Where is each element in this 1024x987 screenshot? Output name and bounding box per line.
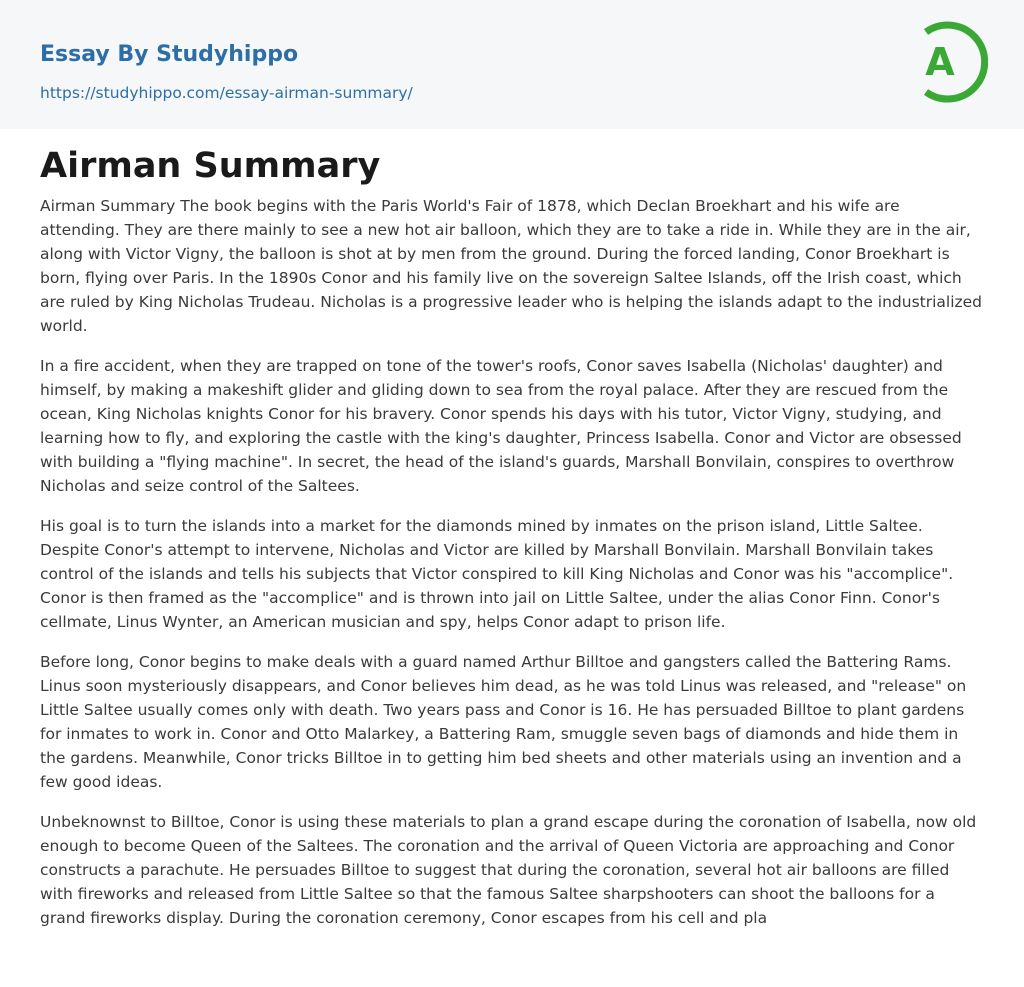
essay-body bbox=[40, 194, 984, 934]
essay-paragraph: Airman Summary The book begins with the Paris World's Fair of 1878, which Declan Broekhart and his wife are attending. They are there mainly to see a new hot air balloon, which they are to take a ride in. While they are in the air, along with Victor Vigny, the balloon is shot at by men from the ground. During the forced landing, Conor Broekhart is born, flying over Paris. In the 1890s Conor and his family live on the sovereign Saltee Islands, off the Irish coast, which are ruled by King Nicholas Trudeau. Nicholas is a progressive leader who is helping the islands adapt to the industrialized world. bbox=[40, 197, 983, 335]
essay-paragraph: His goal is to turn the islands into a market for the diamonds mined by inmates on the prison island, Little Saltee. Despite Conor's attempt to intervene, Nicholas and Victor are killed by Marshall Bonvilain. Marshall Bonvilain takes control of the islands and tells his subjects that Victor conspired to kill King Nicholas and Conor was his "accomplice". Conor is then framed as the "accomplice" and is thrown into jail on Little Saltee, under the alias Conor Finn. Conor's cellmate, Linus Wynter, an American musician and spy, helps Conor adapt to prison life. bbox=[40, 517, 954, 631]
essay-paragraph: Before long, Conor begins to make deals with a guard named Arthur Billtoe and gangsters called the Battering Rams. Linus soon mysteriously disappears, and Conor believes him dead, as he was told Linus was released, and "release" on Little Saltee usually comes only with death. Two years pass and Conor is 16. He has persuaded Billtoe to plant gardens for inmates to work in. Conor and Otto Malarkey, a Battering Ram, smuggle seven bags of diamonds and hide them in the gardens. Meanwhile, Conor tricks Billtoe in to getting him bed sheets and other materials using an invention and a few good ideas. bbox=[40, 653, 967, 791]
page-title: Airman Summary bbox=[40, 146, 381, 186]
site-title[interactable]: Essay By Studyhippo bbox=[40, 42, 299, 67]
site-header bbox=[0, 0, 1024, 129]
logo-letter: A bbox=[925, 40, 955, 84]
essay-url-link[interactable]: https://studyhippo.com/essay-airman-summary/ bbox=[40, 84, 413, 102]
essay-paragraph: Unbeknownst to Billtoe, Conor is using these materials to plan a grand escape during the coronation of Isabella, now old enough to become Queen of the Saltees. The coronation and the arrival of Queen Victoria are approaching and Conor constructs a parachute. He persuades Billtoe to suggest that during the coronation, several hot air balloons are filled with fireworks and released from Little Saltee so that the famous Saltee sharpshooters can shoot the balloons for a grand fireworks display. During the coronation ceremony, Conor escapes from his cell and pla bbox=[40, 813, 977, 927]
studyhippo-logo-icon[interactable] bbox=[910, 18, 988, 106]
essay-paragraph: In a fire accident, when they are trapped on tone of the tower's roofs, Conor saves Isabella (Nicholas' daughter) and himself, by making a makeshift glider and gliding down to sea from the royal palace. After they are rescued from the ocean, King Nicholas knights Conor for his bravery. Conor spends his days with his tutor, Victor Vigny, studying, and learning how to fly, and exploring the castle with the king's daughter, Princess Isabella. Conor and Victor are obsessed with building a "flying machine". In secret, the head of the island's guards, Marshall Bonvilain, conspires to overthrow Nicholas and seize control of the Saltees. bbox=[40, 357, 962, 495]
